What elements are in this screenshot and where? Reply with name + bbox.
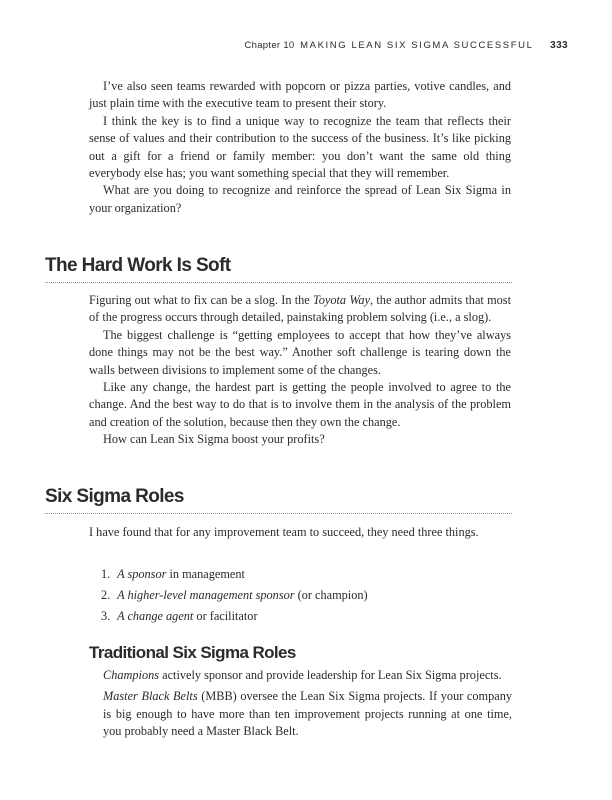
hard-work-section: [89, 292, 511, 449]
intro-paragraph-3: What are you doing to recognize and reinforce the spread of Lean Six Sigma in your organization?: [89, 183, 511, 215]
list-item: [101, 606, 368, 627]
champions-term: Champions: [103, 668, 160, 682]
champions-definition: [103, 667, 512, 684]
book-title: Toyota Way: [313, 293, 371, 307]
roles-intro-block: [89, 524, 511, 541]
chapter-label: Chapter 10: [244, 40, 295, 51]
list-number: 1.: [101, 567, 111, 581]
hard-work-paragraph-1: [89, 292, 511, 327]
role-text: (or champion): [294, 588, 368, 602]
role-term: A change agent: [117, 609, 194, 623]
role-term: A sponsor: [117, 567, 167, 581]
list-number: 2.: [101, 588, 111, 602]
intro-paragraph-1: I’ve also seen teams rewarded with popcorn or pizza parties, votive candles, and just plain time with the executive team to present their story.: [89, 79, 511, 111]
roles-intro: I have found that for any improvement team to succeed, they need three things.: [89, 525, 479, 539]
mbb-definition: [103, 688, 512, 740]
list-item: [101, 585, 368, 606]
traditional-roles-definitions: [103, 667, 512, 745]
section-heading-hard-work: The Hard Work Is Soft: [45, 255, 512, 283]
hard-work-paragraph-2: The biggest challenge is “getting employees to accept that how they’ve always done things may not be the best way.” Another soft challenge is tearing down the walls between divisions to implement some of the changes.: [89, 327, 511, 377]
role-text: in management: [166, 567, 245, 581]
subsection-heading-traditional: Traditional Six Sigma Roles: [89, 643, 296, 662]
section-heading-roles: Six Sigma Roles: [45, 486, 512, 514]
role-text: or facilitator: [193, 609, 258, 623]
champions-text: actively sponsor and provide leadership for Lean Six Sigma projects.: [159, 668, 502, 682]
hard-work-paragraph-3: Like any change, the hardest part is getting the people involved to agree to the change. And the best way to do that is to involve them in the analysis of the problem and creation of the solution, because then they own the change.: [89, 380, 511, 429]
list-number: 3.: [101, 609, 111, 623]
list-item: [101, 564, 368, 585]
roles-list: [101, 564, 368, 627]
intro-paragraph-2: I think the key is to find a unique way to recognize the team that reflects their sense of values and their contribution to the success of the business. It’s like picking out a gift for a friend or family member: you don’t want the same old thing everybody else has; you want something special that they will remember.: [89, 113, 511, 181]
hard-work-p1-start: Figuring out what to fix can be a slog. In the: [89, 293, 314, 307]
intro-section: [89, 78, 511, 217]
running-header: [244, 40, 568, 51]
hard-work-paragraph-4: How can Lean Six Sigma boost your profits?: [103, 432, 325, 447]
chapter-title: MAKING LEAN SIX SIGMA SUCCESSFUL: [300, 40, 534, 51]
role-term: A higher-level management sponsor: [117, 588, 295, 602]
hard-work-p1-end: , the author admits that most of the progress occurs through detailed, painstaking problem solving (i.e., a slog).: [89, 293, 511, 325]
mbb-term: Master Black Belts: [103, 689, 198, 704]
mbb-text: (MBB) oversee the Lean Six Sigma projects. If your company is big enough to have more than ten improvement projects running at one time, you probably need a Master Black Belt.: [103, 689, 512, 739]
page-number: 333: [550, 40, 568, 51]
